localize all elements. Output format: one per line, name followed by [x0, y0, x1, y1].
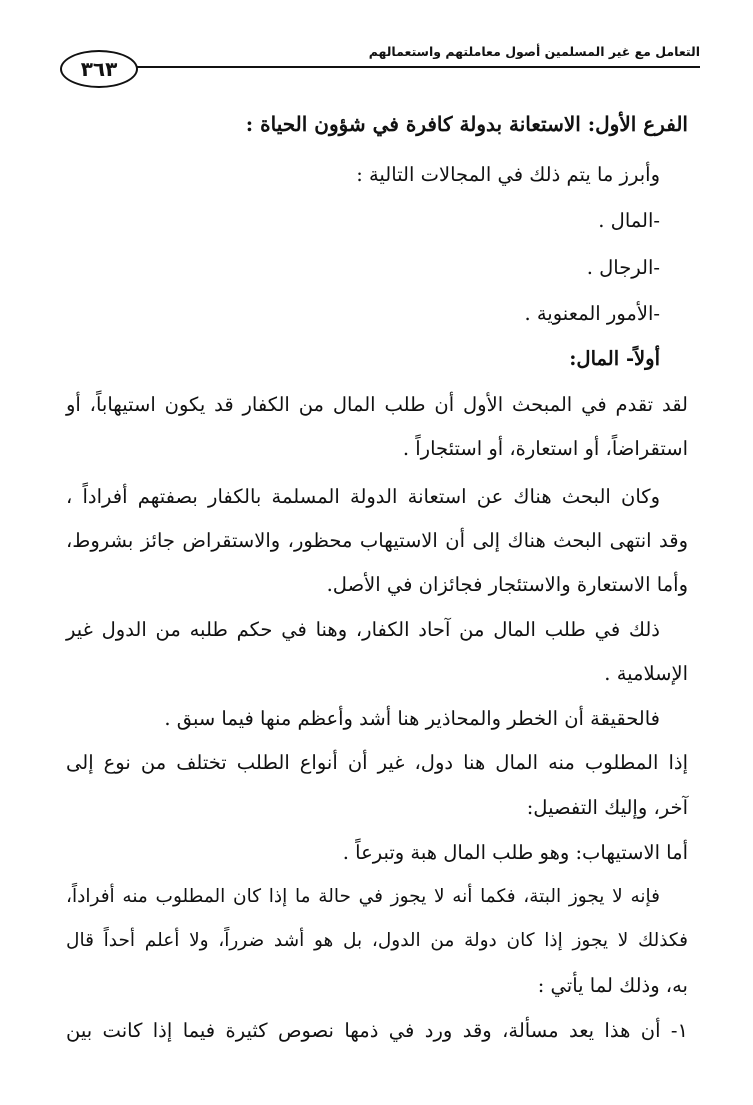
list-item-men: -الرجال .	[586, 256, 660, 279]
header-rule	[120, 66, 700, 68]
paragraph-2-line-1: وكان البحث هناك عن استعانة الدولة المسلمة بالكفار بصفتهم أفراداً ،	[66, 485, 660, 508]
paragraph-5-line-1: إذا المطلوب منه المال هنا دول، غير أن أنواع الطلب تختلف من نوع إلى	[66, 751, 688, 774]
page-header	[60, 42, 700, 86]
page-number: ٣٦٣	[60, 50, 138, 88]
paragraph-1-line-2: استقراضاً، أو استعارة، أو استئجاراً .	[402, 437, 688, 460]
paragraph-5-line-2: آخر، وإليك التفصيل:	[526, 796, 688, 819]
running-title: التعامل مع غير المسلمين أصول معاملتهم واستعمالهم	[368, 44, 700, 59]
paragraph-4: فالحقيقة أن الخطر والمحاذير هنا أشد وأعظم منها فيما سبق .	[164, 707, 660, 730]
paragraph-2-line-3: وأما الاستعارة والاستئجار فجائزان في الأصل.	[326, 573, 688, 596]
paragraph-3-line-2: الإسلامية .	[604, 662, 688, 685]
intro-line: وأبرز ما يتم ذلك في المجالات التالية :	[356, 163, 660, 186]
sub-heading-money: أولاً- المال:	[569, 347, 660, 370]
paragraph-8-line-1: ١- أن هذا يعد مسألة، وقد ورد في ذمها نصوص كثيرة فيما إذا كانت بين	[66, 1019, 688, 1042]
paragraph-3-line-1: ذلك في طلب المال من آحاد الكفار، وهنا في حكم طلبه من الدول غير	[66, 618, 660, 641]
paragraph-7-line-2: فكذلك لا يجوز إذا كان دولة من الدول، بل هو أشد ضرراً، ولا أعلم أحداً قال	[66, 930, 688, 951]
paragraph-7-line-1: فإنه لا يجوز البتة، فكما أنه لا يجوز في حالة ما إذا كان المطلوب منه أفراداً،	[66, 886, 660, 907]
list-item-money: -المال .	[598, 209, 660, 232]
paragraph-2-line-2: وقد انتهى البحث هناك إلى أن الاستيهاب محظور، والاستقراض جائز بشروط،	[66, 529, 688, 552]
paragraph-7-line-3: به، وذلك لما يأتي :	[537, 974, 688, 997]
section-heading: الفرع الأول: الاستعانة بدولة كافرة في شؤون الحياة :	[245, 112, 688, 136]
list-item-moral: -الأمور المعنوية .	[524, 302, 660, 325]
paragraph-1-line-1: لقد تقدم في المبحث الأول أن طلب المال من الكفار قد يكون استيهاباً، أو	[66, 393, 688, 416]
paragraph-6: أما الاستيهاب: وهو طلب المال هبة وتبرعاً .	[342, 841, 688, 864]
